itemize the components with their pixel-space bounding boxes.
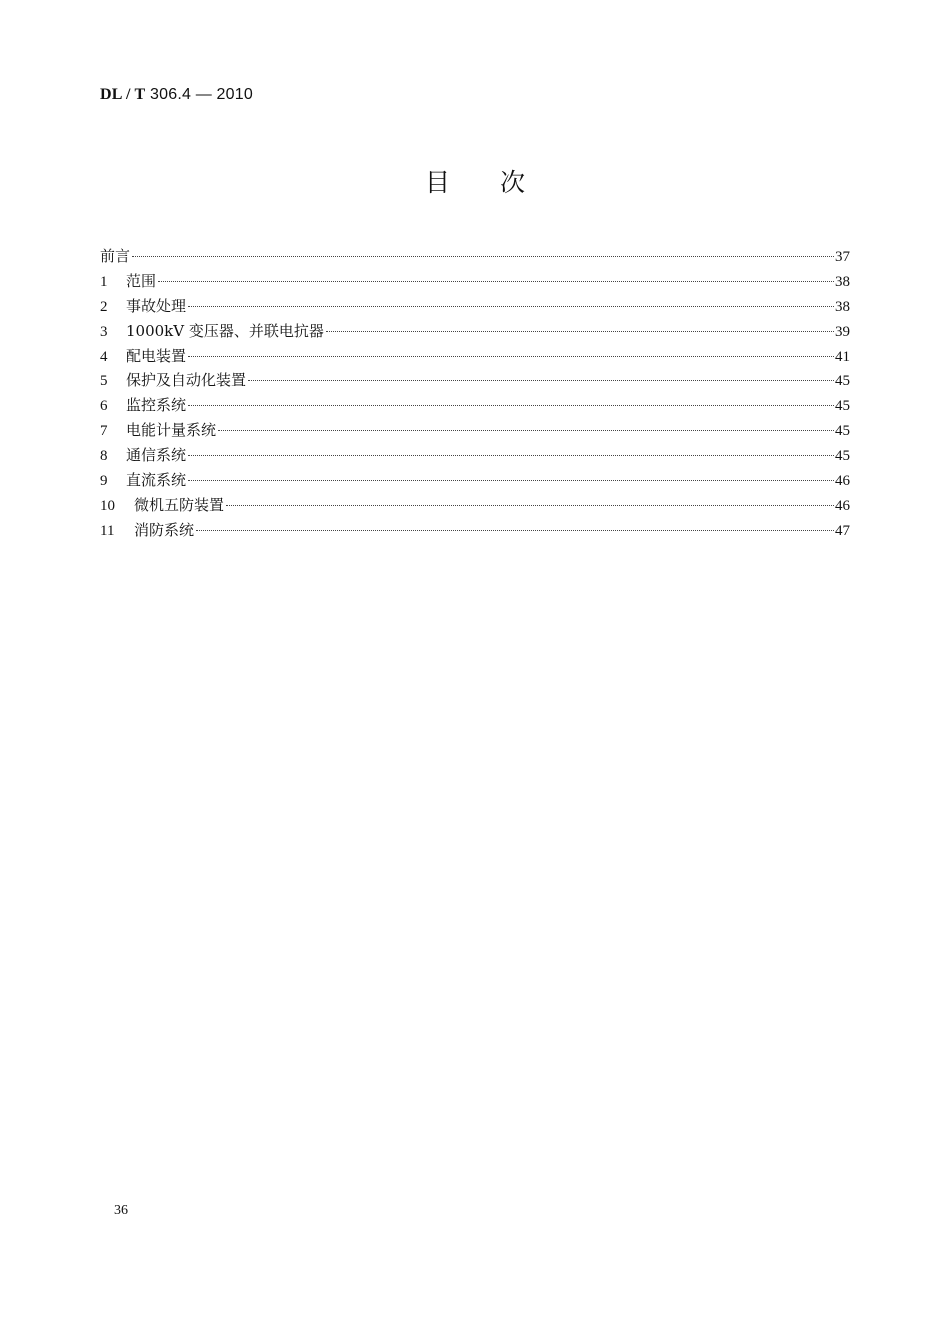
toc-entry-page: 45	[835, 373, 850, 390]
toc-entry-page: 39	[835, 323, 850, 340]
toc-entry-title: 消防系统	[134, 520, 195, 539]
toc-entry[interactable]	[100, 294, 850, 319]
toc-entry-title: 配电装置	[126, 346, 187, 365]
toc-entry-page: 45	[835, 398, 850, 415]
toc-entry-page: 46	[835, 473, 850, 490]
toc-entry[interactable]	[100, 518, 850, 543]
toc-dot-leader	[188, 405, 834, 406]
toc-entry-page: 38	[835, 298, 850, 315]
toc-entry[interactable]	[100, 368, 850, 393]
toc-dot-leader	[188, 480, 834, 481]
toc-entry-page: 47	[835, 522, 850, 539]
toc-title-char-2: 次	[500, 168, 526, 197]
toc-entry-title: 范围	[126, 271, 157, 290]
toc-entry[interactable]	[100, 468, 850, 493]
toc-dot-leader	[218, 430, 834, 431]
toc-entry-number: 11	[100, 522, 115, 539]
toc-dot-leader	[248, 380, 834, 381]
toc-entry-number: 1	[100, 273, 108, 290]
toc-dot-leader	[326, 331, 834, 332]
toc-entry-number: 7	[100, 423, 108, 440]
toc-entry[interactable]	[100, 418, 850, 443]
toc-entry-number: 9	[100, 473, 108, 490]
toc-list	[100, 244, 850, 543]
toc-entry-number: 5	[100, 373, 108, 390]
standard-code-prefix: DL / T	[100, 86, 146, 103]
toc-entry[interactable]	[100, 269, 850, 294]
toc-dot-leader	[188, 306, 834, 307]
page-number: 36	[114, 1203, 128, 1218]
toc-title	[0, 163, 950, 199]
standard-code-header	[100, 86, 253, 104]
toc-title-char-1: 目	[424, 168, 450, 197]
toc-entry-page: 45	[835, 448, 850, 465]
toc-entry-title: 电能计量系统	[126, 421, 217, 440]
toc-entry-title: 通信系统	[126, 446, 187, 465]
toc-entry[interactable]	[100, 344, 850, 369]
toc-dot-leader	[226, 505, 834, 506]
toc-entry-number: 6	[100, 398, 108, 415]
toc-dot-leader	[188, 455, 834, 456]
toc-dot-leader	[132, 256, 834, 257]
toc-entry-page: 37	[835, 249, 850, 265]
toc-entry-title: 保护及自动化装置	[126, 371, 247, 390]
toc-entry-title: 前言	[100, 247, 131, 265]
toc-entry-title: 1000kV 变压器、并联电抗器	[126, 321, 324, 340]
toc-entry-title: 直流系统	[126, 471, 187, 490]
standard-code-number: 306.4 — 2010	[145, 86, 253, 103]
toc-entry-title: 微机五防装置	[134, 495, 225, 514]
toc-dot-leader	[158, 281, 834, 282]
toc-entry[interactable]	[100, 493, 850, 518]
toc-entry[interactable]	[100, 319, 850, 344]
toc-entry-page: 38	[835, 273, 850, 290]
toc-entry-number: 4	[100, 348, 108, 365]
toc-entry-page: 41	[835, 348, 850, 365]
toc-entry-number: 2	[100, 298, 108, 315]
toc-entry-page: 45	[835, 423, 850, 440]
toc-entry-number: 10	[100, 497, 115, 514]
toc-dot-leader	[196, 530, 834, 531]
toc-entry[interactable]	[100, 443, 850, 468]
toc-entry[interactable]	[100, 244, 850, 269]
toc-entry-title: 事故处理	[126, 296, 187, 315]
toc-entry[interactable]	[100, 393, 850, 418]
toc-entry-page: 46	[835, 497, 850, 514]
toc-entry-title: 监控系统	[126, 396, 187, 415]
toc-entry-number: 8	[100, 448, 108, 465]
toc-entry-number: 3	[100, 323, 108, 340]
toc-dot-leader	[188, 356, 834, 357]
